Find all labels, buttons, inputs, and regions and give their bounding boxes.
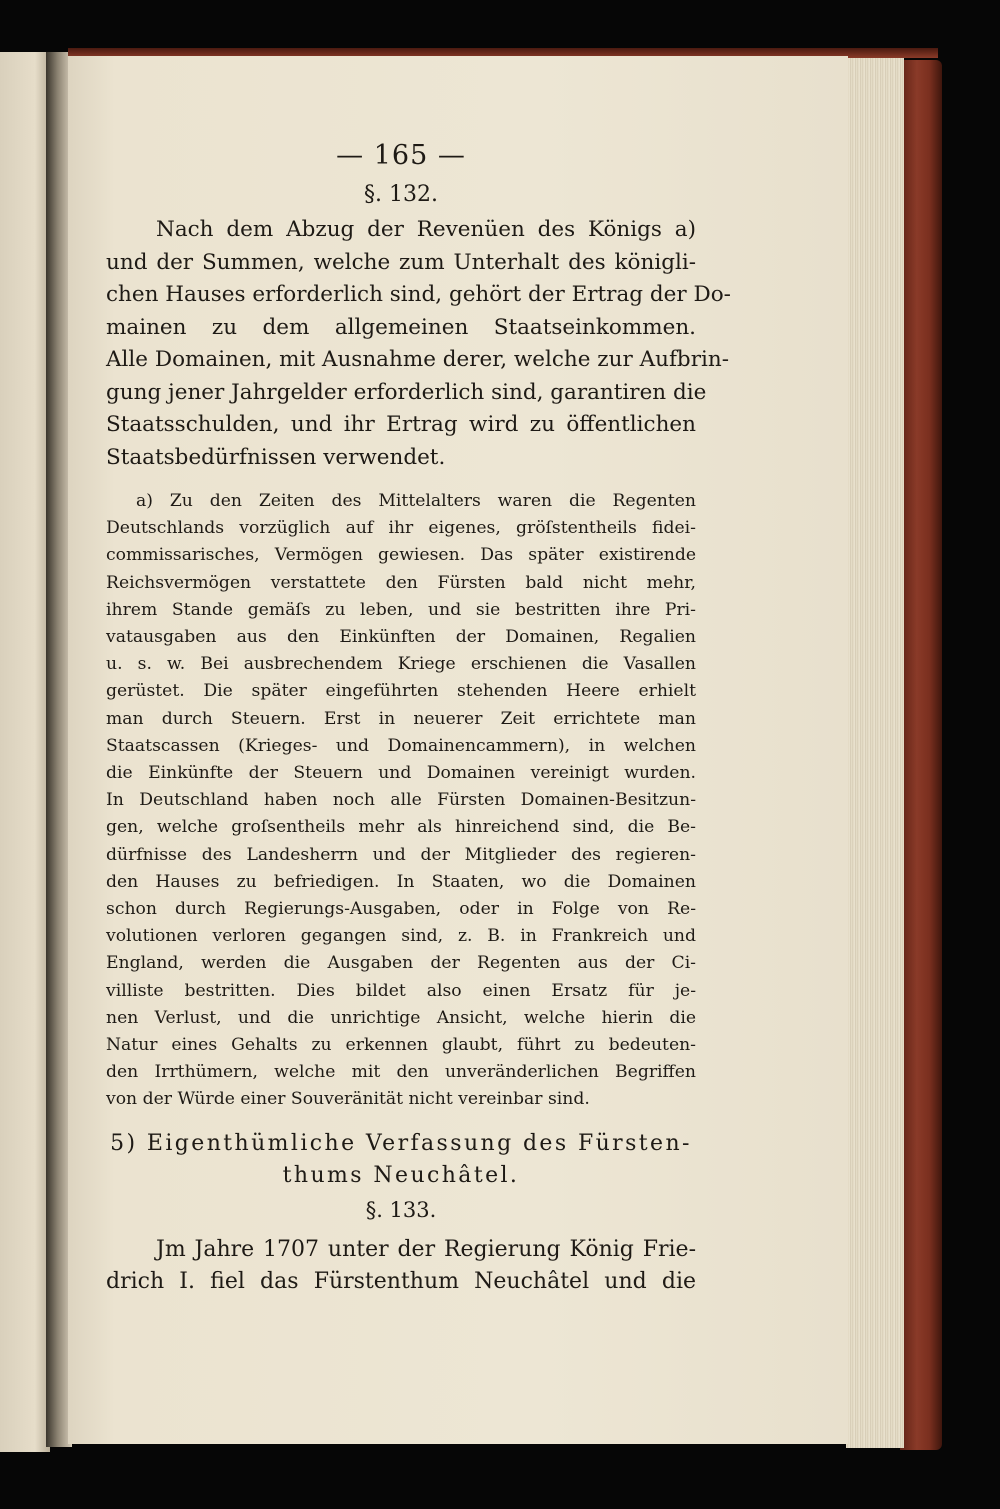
- footnote-line: man durch Steuern. Erst in neuerer Zeit errichtete man: [106, 708, 696, 729]
- footnote-line: commissarisches, Vermögen gewiesen. Das später existirende: [106, 545, 696, 566]
- chapter-heading: [106, 1128, 696, 1192]
- footnote-line: In Deutschland haben noch alle Fürsten Domainen-Besitzun-: [106, 790, 696, 811]
- text-line: Alle Domainen, mit Ausnahme derer, welche zur Aufbrin-: [106, 347, 729, 372]
- previous-page-edge: [0, 52, 50, 1452]
- footnote-line: Reichsvermögen verstattete den Fürsten bald nicht mehr,: [106, 572, 696, 593]
- paragraph-133: [106, 1234, 696, 1298]
- heading-line: 5) Eigenthümliche Verfassung des Fürsten-: [110, 1130, 692, 1156]
- footnote-line: Natur eines Gehalts zu erkennen glaubt, führt zu bedeuten-: [106, 1035, 696, 1056]
- page-number: — 165 —: [336, 140, 466, 171]
- section-heading-132: §. 132.: [364, 182, 438, 207]
- footnote-line: volutionen verloren gegangen sind, z. B. in Frankreich und: [106, 926, 696, 947]
- footnote-line: Deutschlands vorzüglich auf ihr eigenes, gröſstentheils fidei-: [106, 518, 696, 539]
- text-line: mainen zu dem allgemeinen Staatseinkommen.: [106, 314, 696, 340]
- text-line: gung jener Jahrgelder erforderlich sind, garantiren die: [106, 379, 707, 405]
- text-line: und der Summen, welche zum Unterhalt des königli-: [106, 249, 696, 275]
- footnote-a: [106, 488, 696, 1114]
- footnote-line: villiste bestritten. Dies bildet also einen Ersatz für je-: [106, 980, 696, 1001]
- footnote-line: Staatscassen (Krieges- und Domainencammern), in welchen: [106, 735, 696, 756]
- footnote-line: den Hauses zu befriedigen. In Staaten, wo die Domainen: [106, 871, 696, 892]
- footnote-line: gen, welche groſsentheils mehr als hinreichend sind, die Be-: [106, 817, 696, 838]
- page-edges: [846, 58, 904, 1448]
- footnote-line: nen Verlust, und die unrichtige Ansicht, welche hierin die: [106, 1007, 696, 1028]
- footnote-line: England, werden die Ausgaben der Regenten aus der Ci-: [106, 953, 696, 974]
- heading-line: thums Neuchâtel.: [282, 1162, 520, 1188]
- footnote-line: a) Zu den Zeiten des Mittelalters waren die Regenten: [136, 491, 696, 511]
- text-line: Staatsbedürfnissen verwendet.: [106, 444, 446, 470]
- text-line: Nach dem Abzug der Revenüen des Königs a): [156, 217, 696, 242]
- paragraph-132: [106, 214, 731, 474]
- book-cover-edge: [900, 60, 942, 1450]
- text-line: Jm Jahre 1707 unter der Regierung König Frie-: [156, 1236, 696, 1262]
- footnote-line: ihrem Stande gemäſs zu leben, und sie bestritten ihre Pri-: [106, 599, 696, 620]
- footnote-line: vatausgaben aus den Einkünften der Domainen, Regalien: [106, 627, 696, 648]
- footnote-line: dürfnisse des Landesherrn und der Mitglieder des regieren-: [106, 844, 696, 865]
- footnote-line: gerüstet. Die später eingeführten stehenden Heere erhielt: [106, 681, 696, 702]
- footnote-line: die Einkünfte der Steuern und Domainen vereinigt wurden.: [106, 763, 696, 784]
- footnote-line: den Irrthümern, welche mit den unveränderlichen Begriffen: [106, 1062, 696, 1083]
- page-content: [106, 140, 731, 1298]
- section-heading-133: §. 133.: [365, 1197, 437, 1222]
- footnote-line: u. s. w. Bei ausbrechendem Kriege erschienen die Vasallen: [106, 654, 696, 675]
- text-line: drich I. fiel das Fürstenthum Neuchâtel und die: [106, 1268, 696, 1294]
- text-line: chen Hauses erforderlich sind, gehört der Ertrag der Do-: [106, 282, 731, 307]
- footnote-line: schon durch Regierungs-Ausgaben, oder in Folge von Re-: [106, 899, 696, 920]
- footnote-line: von der Würde einer Souveränität nicht vereinbar sind.: [106, 1089, 590, 1110]
- text-line: Staatsschulden, und ihr Ertrag wird zu öffentlichen: [106, 412, 696, 437]
